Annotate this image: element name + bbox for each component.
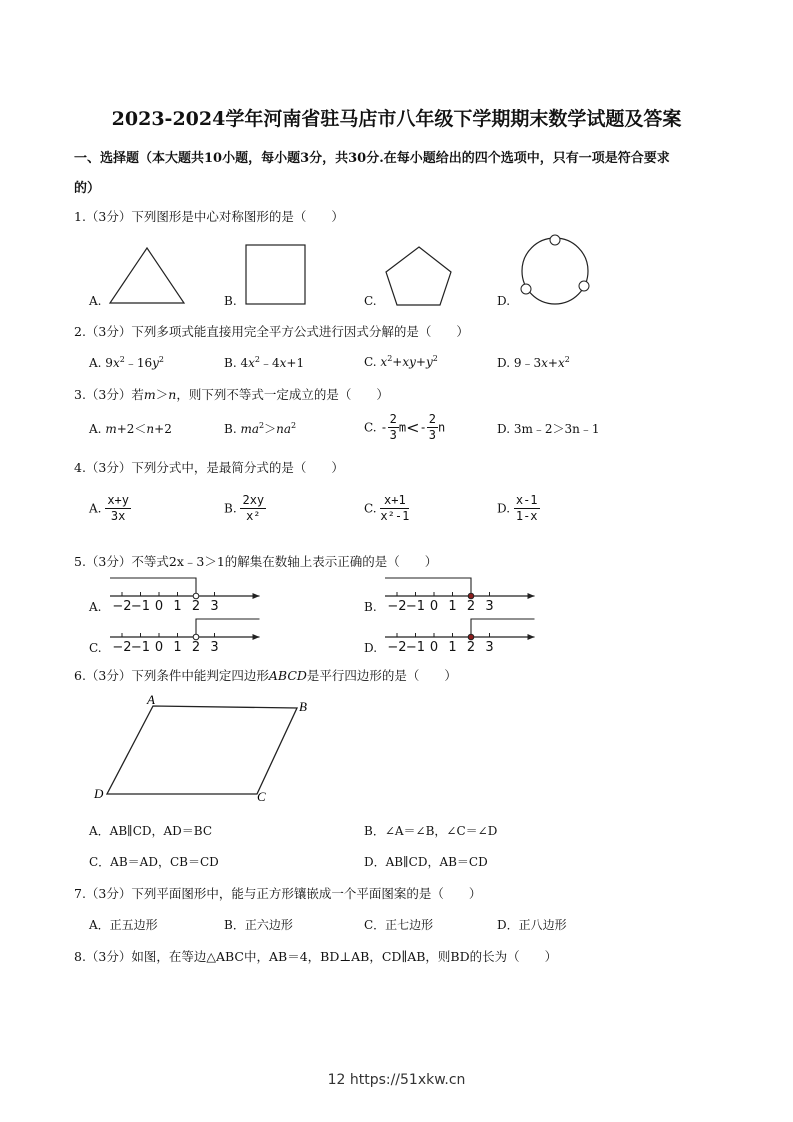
- q5-label-c: C.: [89, 641, 102, 655]
- tick-label: 2: [466, 599, 476, 614]
- tick-label: 1: [448, 640, 457, 655]
- tick-label: 3: [485, 599, 494, 614]
- q6-option-b: B．∠A＝∠B，∠C＝∠D: [364, 824, 498, 838]
- question-1-stem: 1.（3分）下列图形是中心对称图形的是（ ）: [74, 209, 344, 224]
- question-7-stem: 7.（3分）下列平面图形中，能与正方形镶嵌成一个平面图案的是（ ）: [74, 886, 482, 901]
- q4-option-d: D. $\frac{x-1}{1-x}$: [497, 493, 538, 523]
- tick-label: 0: [429, 599, 439, 614]
- pentagon-figure: [386, 247, 451, 305]
- square-figure: [246, 245, 305, 304]
- vertex-a-label: A: [147, 692, 155, 707]
- q7-option-a: A．正五边形: [89, 918, 158, 932]
- tick-label: 3: [210, 599, 219, 614]
- q1-figures: [0, 230, 793, 310]
- tick-label: 2: [191, 599, 201, 614]
- q3-option-b: B. $ma^2>na^2$: [224, 421, 297, 436]
- q3-option-c: C. - $\frac{2}{3}$ m<- $\frac{2}{3}$ n: [364, 412, 446, 442]
- q5-label-a: A.: [89, 600, 102, 614]
- q4-option-b: B. $\frac{2xy}{\text{x²}}$: [224, 493, 265, 523]
- tick-label: −2: [112, 640, 132, 655]
- q5-label-b: B.: [364, 600, 377, 614]
- vertex-b-label: B: [299, 699, 307, 714]
- q3-option-a: A. m+2＜n+2: [89, 422, 172, 436]
- question-8-stem: 8.（3分）如图，在等边△ABC中，AB＝4，BD⊥AB，CD∥AB，则BD的长为（ ）: [74, 949, 558, 964]
- q1-label-b: B.: [224, 294, 237, 308]
- number-line-a: [110, 578, 260, 614]
- q6-option-c: C．AB＝AD，CB＝CD: [89, 855, 219, 869]
- tick-label: 1: [173, 599, 182, 614]
- tick-label: 2: [191, 640, 201, 655]
- q2-option-b: B. $4x^2﹣4x+1$: [224, 355, 305, 370]
- tick-label: 0: [154, 599, 164, 614]
- q2-option-d: D. $9﹣3x+x^2$: [497, 355, 570, 370]
- tick-label: −1: [405, 599, 426, 614]
- vertex-c-label: C: [257, 789, 266, 804]
- section-heading-cont: 的）: [74, 181, 101, 196]
- tick-label: −2: [387, 599, 407, 614]
- section-heading: 一、选择题（本大题共10小题，每小题3分，共30分.在每小题给出的四个选项中，只有一项是符合要求: [74, 151, 670, 166]
- q3-option-d: D. 3m﹣2＞3n﹣1: [497, 422, 600, 436]
- triangle-figure: [110, 248, 184, 303]
- number-line-b: [385, 578, 535, 614]
- tick-label: 1: [448, 599, 457, 614]
- q5-number-lines: [0, 565, 793, 660]
- q6-option-d: D．AB∥CD，AB＝CD: [364, 855, 488, 869]
- tick-label: −1: [405, 640, 426, 655]
- q2-option-c: C. $x^2+xy+y^2$: [364, 354, 438, 369]
- number-line-d: [385, 619, 535, 655]
- q5-label-d: D.: [364, 641, 378, 655]
- tick-label: −2: [112, 599, 132, 614]
- tick-label: 1: [173, 640, 182, 655]
- circle-three-points-figure: [521, 235, 589, 304]
- tick-label: 0: [429, 640, 439, 655]
- q7-option-c: C．正七边形: [364, 918, 434, 932]
- parallelogram-figure: [85, 690, 325, 810]
- tick-label: −1: [130, 599, 151, 614]
- page-footer: 12 https://51xkw.cn: [327, 1072, 466, 1088]
- q6-option-a: A．AB∥CD，AD＝BC: [89, 824, 213, 838]
- question-2-stem: 2.（3分）下列多项式能直接用完全平方公式进行因式分解的是（ ）: [74, 324, 469, 339]
- vertex-d-label: D: [94, 786, 104, 801]
- q7-option-b: B．正六边形: [224, 918, 293, 932]
- q4-option-a: A. $\frac{x+y}{3x}$: [89, 493, 129, 523]
- tick-label: −1: [130, 640, 151, 655]
- page-title: 2023-2024学年河南省驻马店市八年级下学期期末数学试题及答案: [111, 108, 682, 130]
- question-4-stem: 4.（3分）下列分式中，是最简分式的是（ ）: [74, 460, 344, 475]
- tick-label: 0: [154, 640, 164, 655]
- q1-label-c: C.: [364, 294, 377, 308]
- tick-label: −2: [387, 640, 407, 655]
- tick-label: 3: [210, 640, 219, 655]
- question-3-stem: 3.（3分）若m＞n，则下列不等式一定成立的是（ ）: [74, 387, 389, 402]
- q7-option-d: D．正八边形: [497, 918, 567, 932]
- q2-option-a: A. $9x^2﹣16y^2$: [89, 355, 164, 370]
- q4-option-c: C. $\frac{x+1}{\text{x²-1}}$: [364, 493, 410, 523]
- question-6-stem: 6.（3分）下列条件中能判定四边形ABCD是平行四边形的是（ ）: [74, 668, 457, 683]
- tick-label: 3: [485, 640, 494, 655]
- q1-label-d: D.: [497, 294, 511, 308]
- tick-label: 2: [466, 640, 476, 655]
- q1-label-a: A.: [89, 294, 102, 308]
- question-5-stem: 5.（3分）不等式2x﹣3＞1的解集在数轴上表示正确的是（ ）: [74, 554, 438, 569]
- number-line-c: [110, 619, 260, 655]
